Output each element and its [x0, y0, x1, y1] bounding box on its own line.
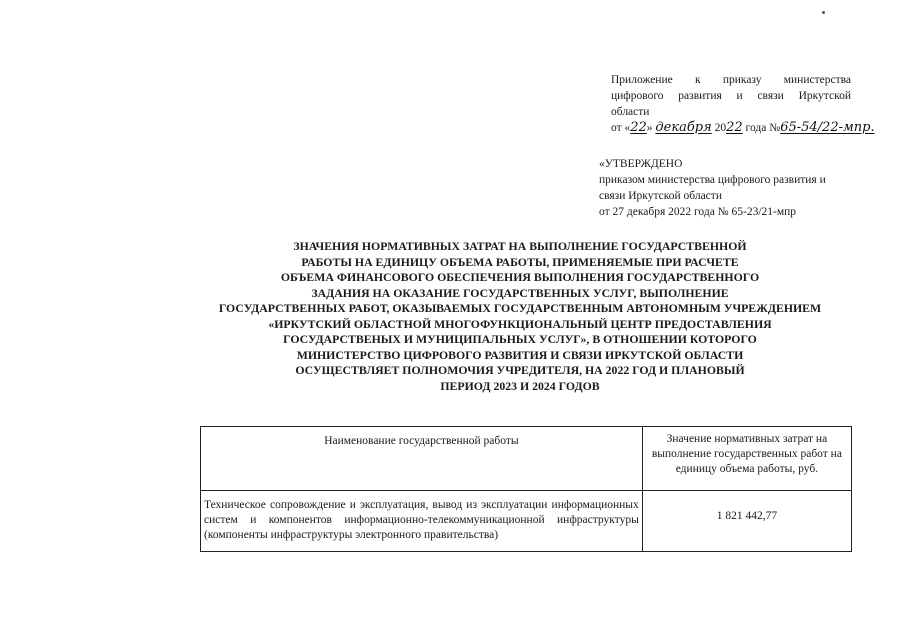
- approved-block: [599, 156, 859, 220]
- day-close: »: [646, 122, 656, 134]
- title-line: ОСУЩЕСТВЛЯЕТ ПОЛНОМОЧИЯ УЧРЕДИТЕЛЯ, НА 2022 ГОД И ПЛАНОВЫЙ: [295, 363, 745, 377]
- table-row: [201, 491, 852, 552]
- title-line: ЗНАЧЕНИЯ НОРМАТИВНЫХ ЗАТРАТ НА ВЫПОЛНЕНИЕ ГОСУДАРСТВЕННОЙ: [293, 239, 747, 253]
- document-title: [190, 239, 850, 394]
- handwritten-day: 22: [630, 120, 647, 135]
- title-line: РАБОТЫ НА ЕДИНИЦУ ОБЪЕМА РАБОТЫ, ПРИМЕНЯЕМЫЕ ПРИ РАСЧЕТЕ: [301, 254, 739, 269]
- year-prefix: 20: [711, 122, 727, 134]
- header-norm-value: Значение нормативных затрат на выполнение государственных работ на единицу объема работы, руб.: [642, 427, 851, 491]
- title-line: ОБЪЕМА ФИНАНСОВОГО ОБЕСПЕЧЕНИЯ ВЫПОЛНЕНИЯ ГОСУДАРСТВЕННОГО: [280, 270, 760, 284]
- header-work-name: Наименование государственной работы: [201, 427, 643, 491]
- handwritten-number: 65-54/22-мпр.: [780, 120, 875, 135]
- title-line: МИНИСТЕРСТВО ЦИФРОВОГО РАЗВИТИЯ И СВЯЗИ ИРКУТСКОЙ ОБЛАСТИ: [296, 347, 744, 362]
- year-suffix: года №: [742, 122, 781, 134]
- table-header-row: [201, 427, 852, 491]
- appendix-line-3: области: [611, 106, 650, 118]
- title-line: ЗАДАНИЯ НА ОКАЗАНИЕ ГОСУДАРСТВЕННЫХ УСЛУГ, ВЫПОЛНЕНИЕ: [311, 285, 729, 300]
- title-line: ГОСУДАРСТВЕННЫХ РАБОТ, ОКАЗЫВАЕМЫХ ГОСУДАРСТВЕННЫМ АВТОНОМНЫМ УЧРЕЖДЕНИЕМ: [218, 301, 822, 315]
- handwritten-month: декабря: [655, 120, 712, 135]
- scan-dot: [822, 11, 825, 14]
- title-line: ГОСУДАРСТВЕНЫХ И МУНИЦИПАЛЬНЫХ УСЛУГ», В ОТНОШЕНИИ КОТОРОГО: [283, 332, 757, 346]
- approved-line-4: от 27 декабря 2022 года № 65-23/21-мпр: [599, 206, 797, 218]
- approved-line-1: «УТВЕРЖДЕНО: [599, 158, 683, 170]
- approved-line-2: приказом министерства цифрового развития и: [599, 174, 826, 186]
- cell-work-name: Техническое сопровождение и эксплуатация, вывод из эксплуатации информационных систем и компонентов информационно-телекоммуникационной инфраструктуры (компоненты инфраструктуры электронного правительства): [201, 491, 643, 552]
- title-line: ПЕРИОД 2023 И 2024 ГОДОВ: [440, 378, 600, 393]
- norms-table: [200, 426, 852, 552]
- appendix-block: [611, 72, 875, 136]
- date-prefix: от «: [611, 122, 631, 134]
- cell-norm-value: 1 821 442,77: [642, 491, 851, 552]
- appendix-date-line: [611, 120, 875, 136]
- approved-line-3: связи Иркутской области: [599, 190, 722, 202]
- title-line: «ИРКУТСКИЙ ОБЛАСТНОЙ МНОГОФУНКЦИОНАЛЬНЫЙ ЦЕНТР ПРЕДОСТАВЛЕНИЯ: [268, 316, 772, 331]
- appendix-line-2: цифрового развития и связи Иркутской: [611, 90, 851, 102]
- handwritten-year: 22: [726, 120, 743, 135]
- appendix-line-1: Приложение к приказу министерства: [611, 74, 851, 86]
